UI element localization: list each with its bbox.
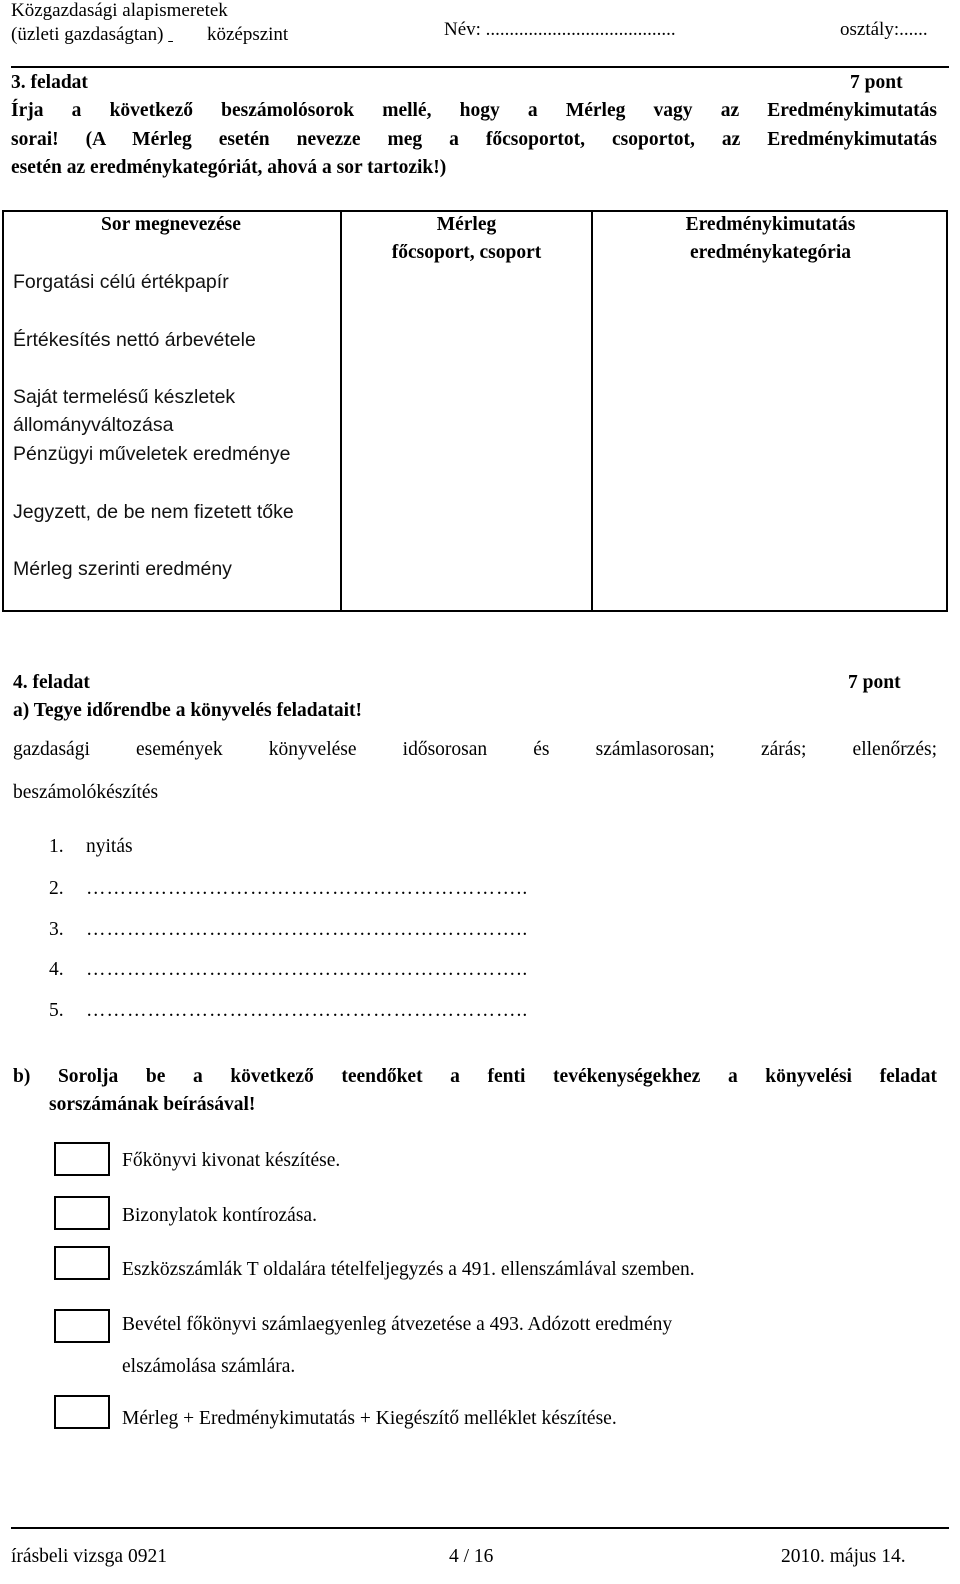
list-item-5-number: 5. — [49, 1000, 64, 1021]
list-item-4-blank[interactable]: ……………………………………………………….. — [86, 959, 529, 980]
table-row-label: Mérleg szerinti eredmény — [13, 558, 232, 580]
footer-page-number: 4 / 16 — [449, 1546, 494, 1567]
checklist-item-4-line2: elszámolása számlára. — [122, 1356, 296, 1377]
col-header-balance-line1: Mérleg — [436, 214, 497, 235]
list-item-1-number: 1. — [49, 836, 64, 857]
table-row-label: állományváltozása — [13, 414, 174, 436]
task3-instruction-line2: sorai! (A Mérleg esetén nevezze meg a főcsoportot, csoportot, az Eredménykimutatás — [11, 129, 937, 150]
table-row-label: Értékesítés nettó árbevétele — [13, 329, 256, 351]
checklist-item-1: Főkönyvi kivonat készítése. — [122, 1150, 341, 1171]
answer-box-2[interactable] — [54, 1196, 110, 1230]
subject-subtitle — [11, 24, 288, 46]
task3-instruction-line3: esetén az eredménykategóriát, ahová a sor tartozik!) — [11, 157, 447, 178]
subject-level: középszint — [206, 24, 289, 45]
task4-part-a-text-line2: beszámolókészítés — [13, 782, 159, 803]
task3-instruction-line1: Írja a következő beszámolósorok mellé, hogy a Mérleg vagy az Eredménykimutatás — [11, 100, 937, 121]
table-divider-2 — [591, 210, 593, 612]
list-item-5-blank[interactable]: ……………………………………………………….. — [86, 1000, 529, 1021]
task4-points: 7 pont — [848, 672, 901, 693]
name-field: Név: ........................................ — [444, 19, 676, 40]
footer-rule — [11, 1527, 949, 1529]
list-item-3-blank[interactable]: ……………………………………………………….. — [86, 919, 529, 940]
subtitle-dash — [168, 24, 202, 46]
col-header-income-line2: eredménykategória — [689, 242, 852, 263]
task4-part-b-title-line1: b) Sorolja be a következő teendőket a fenti tevékenységekhez a könyvelési feladat — [13, 1066, 937, 1087]
task4-title: 4. feladat — [13, 672, 90, 693]
checklist-item-2: Bizonylatok kontírozása. — [122, 1205, 317, 1226]
answer-box-3[interactable] — [54, 1246, 110, 1280]
list-item-3-number: 3. — [49, 919, 64, 940]
task3-title: 3. feladat — [11, 72, 88, 93]
task4-part-a-text-line1: gazdasági események könyvelése idősorosan és számlasorosan; zárás; ellenőrzés; — [13, 739, 937, 760]
col-header-row-name: Sor megnevezése — [101, 214, 241, 235]
list-item-1-text: nyitás — [86, 836, 133, 857]
answer-box-1[interactable] — [54, 1142, 110, 1176]
checklist-item-4-line1: Bevétel főkönyvi számlaegyenleg átvezetése a 493. Adózott eredmény — [122, 1314, 673, 1335]
subject-subtitle-a: (üzleti gazdaságtan) — [11, 24, 164, 45]
table-row-label: Saját termelésű készletek — [13, 386, 236, 408]
footer-exam-code: írásbeli vizsga 0921 — [11, 1546, 167, 1567]
list-item-2-blank[interactable]: ……………………………………………………….. — [86, 878, 529, 899]
table-row-label: Jegyzett, de be nem fizetett tőke — [13, 501, 294, 523]
task4-part-a-title: a) Tegye időrendbe a könyvelés feladatait! — [13, 700, 363, 721]
checklist-item-3: Eszközszámlák T oldalára tételfeljegyzés a 491. ellenszámlával szemben. — [122, 1259, 695, 1280]
header-rule — [11, 66, 949, 68]
task4-part-b-title-line2: sorszámának beírásával! — [49, 1094, 256, 1115]
table-row-label: Forgatási célú értékpapír — [13, 271, 229, 293]
col-header-income-line1: Eredménykimutatás — [685, 214, 856, 235]
class-field: osztály:...... — [840, 19, 928, 40]
list-item-2-number: 2. — [49, 878, 64, 899]
table-divider-1 — [340, 210, 342, 612]
answer-box-5[interactable] — [54, 1395, 110, 1429]
list-item-4-number: 4. — [49, 959, 64, 980]
footer-date: 2010. május 14. — [781, 1546, 906, 1567]
answer-box-4[interactable] — [54, 1309, 110, 1343]
table-row-label: Pénzügyi műveletek eredménye — [13, 443, 291, 465]
checklist-item-5: Mérleg + Eredménykimutatás + Kiegészítő melléklet készítése. — [122, 1408, 617, 1429]
task3-points: 7 pont — [850, 72, 903, 93]
subject-title: Közgazdasági alapismeretek — [11, 0, 228, 21]
col-header-balance-line2: főcsoport, csoport — [391, 242, 542, 263]
